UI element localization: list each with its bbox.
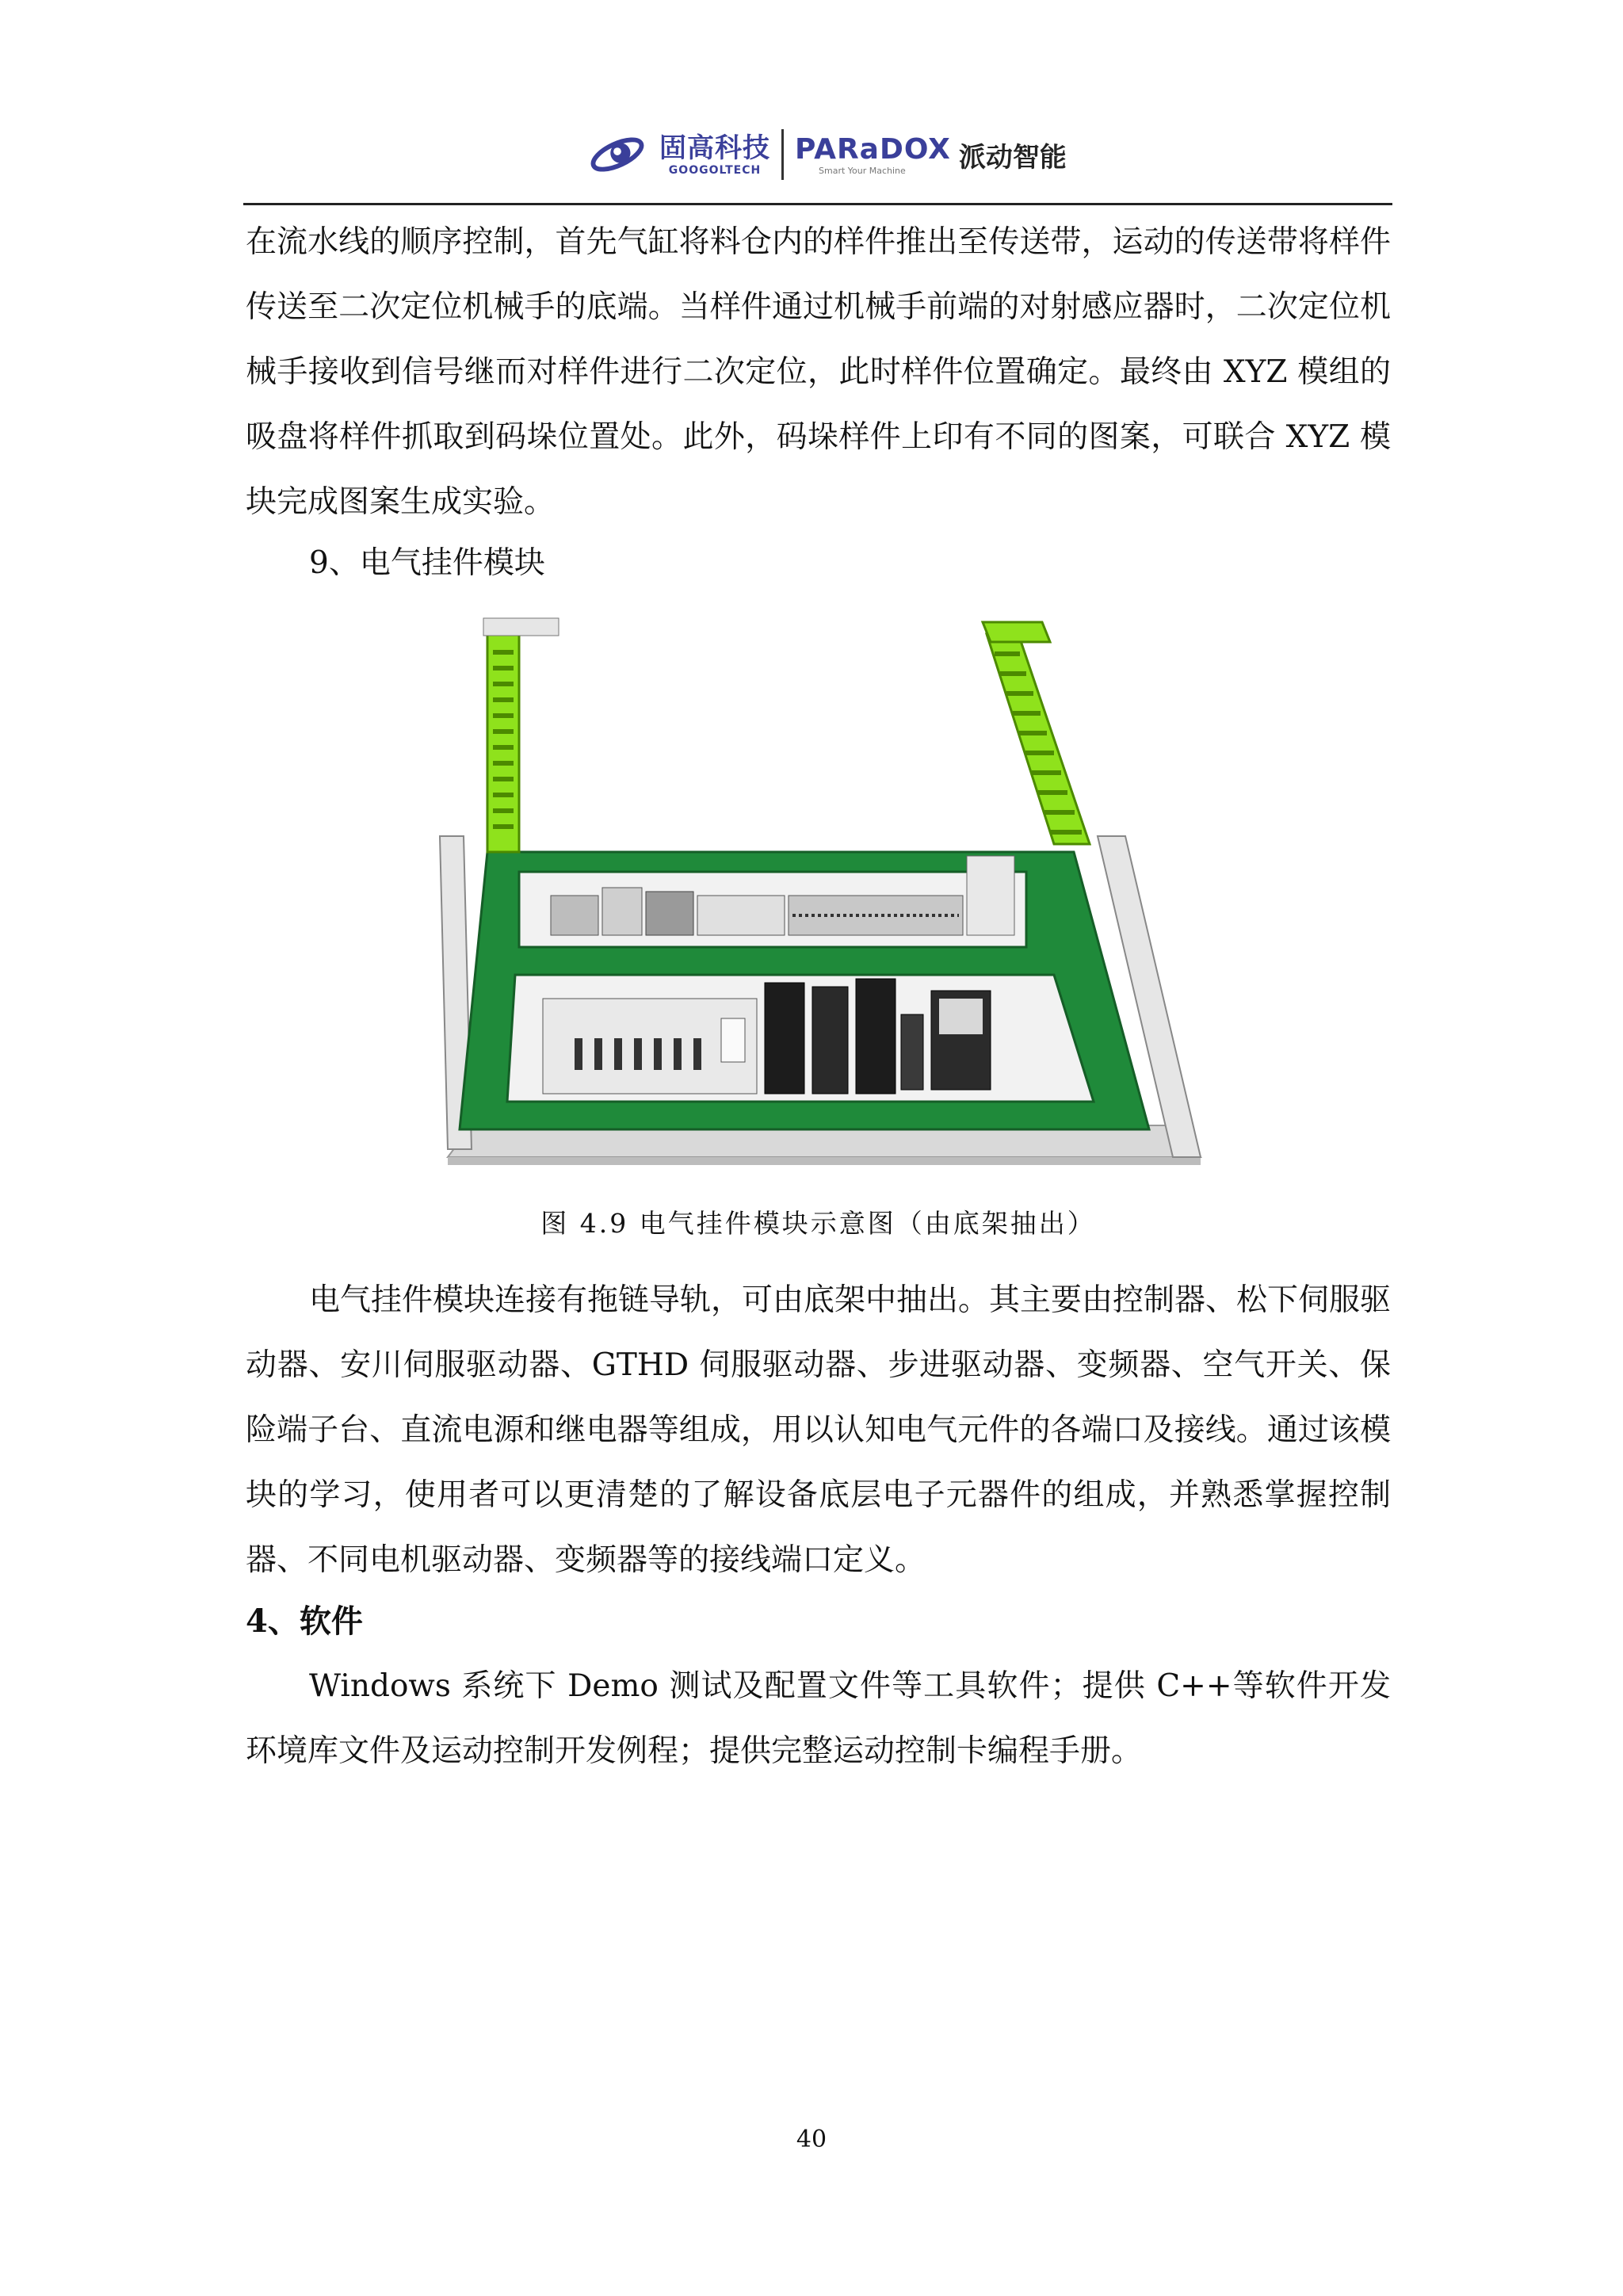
left-drag-chain bbox=[483, 618, 559, 852]
paradox-wordmark bbox=[795, 134, 951, 176]
body-paragraph-1 bbox=[246, 210, 1391, 535]
header-rule bbox=[243, 203, 1392, 205]
body-paragraph-3 bbox=[246, 1654, 1391, 1784]
paragraph-text: 在流水线的顺序控制，首先气缸将料仓内的样件推出至传送带，运动的传送带将样件传送至二次定位机械手的底端。当样件通过机械手前端的对射感应器时，二次定位机械手接收到信号继而对样件进行二次定位，此时样件位置确定。最终由 XYZ 模组的吸盘将样件抓取到码垛位置处。此外，码垛样件上印有不同的图案，可联合 XYZ 模块完成图案生成实验。 bbox=[246, 224, 1391, 520]
paradox-cn-text: 派动智能 bbox=[958, 141, 1067, 174]
paradox-slogan-text: Smart Your Machine bbox=[819, 165, 906, 176]
page-header bbox=[586, 123, 1067, 186]
logo-cn-text: 固高科技 bbox=[659, 132, 770, 164]
page-number: 40 bbox=[796, 2126, 827, 2153]
figure-caption: 图 4.9 电气挂件模块示意图（由底架抽出） bbox=[540, 1208, 1096, 1239]
section-heading-software: 4、软件 bbox=[246, 1603, 363, 1640]
paradox-brand-text: PARaDOX bbox=[795, 132, 951, 166]
section-title-9: 9、电气挂件模块 bbox=[309, 545, 545, 581]
electrical-module-figure bbox=[416, 610, 1216, 1165]
googoltech-logo-icon bbox=[586, 128, 648, 181]
paragraph-text: Windows 系统下 Demo 测试及配置文件等工具软件；提供 C++等软件开发环境库文件及运动控制开发例程；提供完整运动控制卡编程手册。 bbox=[246, 1668, 1391, 1769]
logo-divider bbox=[781, 129, 784, 180]
googoltech-wordmark bbox=[659, 132, 770, 177]
paragraph-text: 电气挂件模块连接有拖链导轨，可由底架中抽出。其主要由控制器、松下伺服驱动器、安川伺服驱动器、GTHD 伺服驱动器、步进驱动器、变频器、空气开关、保险端子台、直流电源和继电器等组成，用以认知电气元件的各端口及接线。通过该模块的学习，使用者可以更清楚的了解设备底层电子元器件的组成，并熟悉掌握控制器、不同电机驱动器、变频器等的接线端口定义。 bbox=[246, 1282, 1392, 1578]
body-paragraph-2 bbox=[246, 1268, 1391, 1593]
logo-en-text: GOOGOLTECH bbox=[668, 164, 762, 177]
right-drag-chain bbox=[983, 622, 1090, 844]
